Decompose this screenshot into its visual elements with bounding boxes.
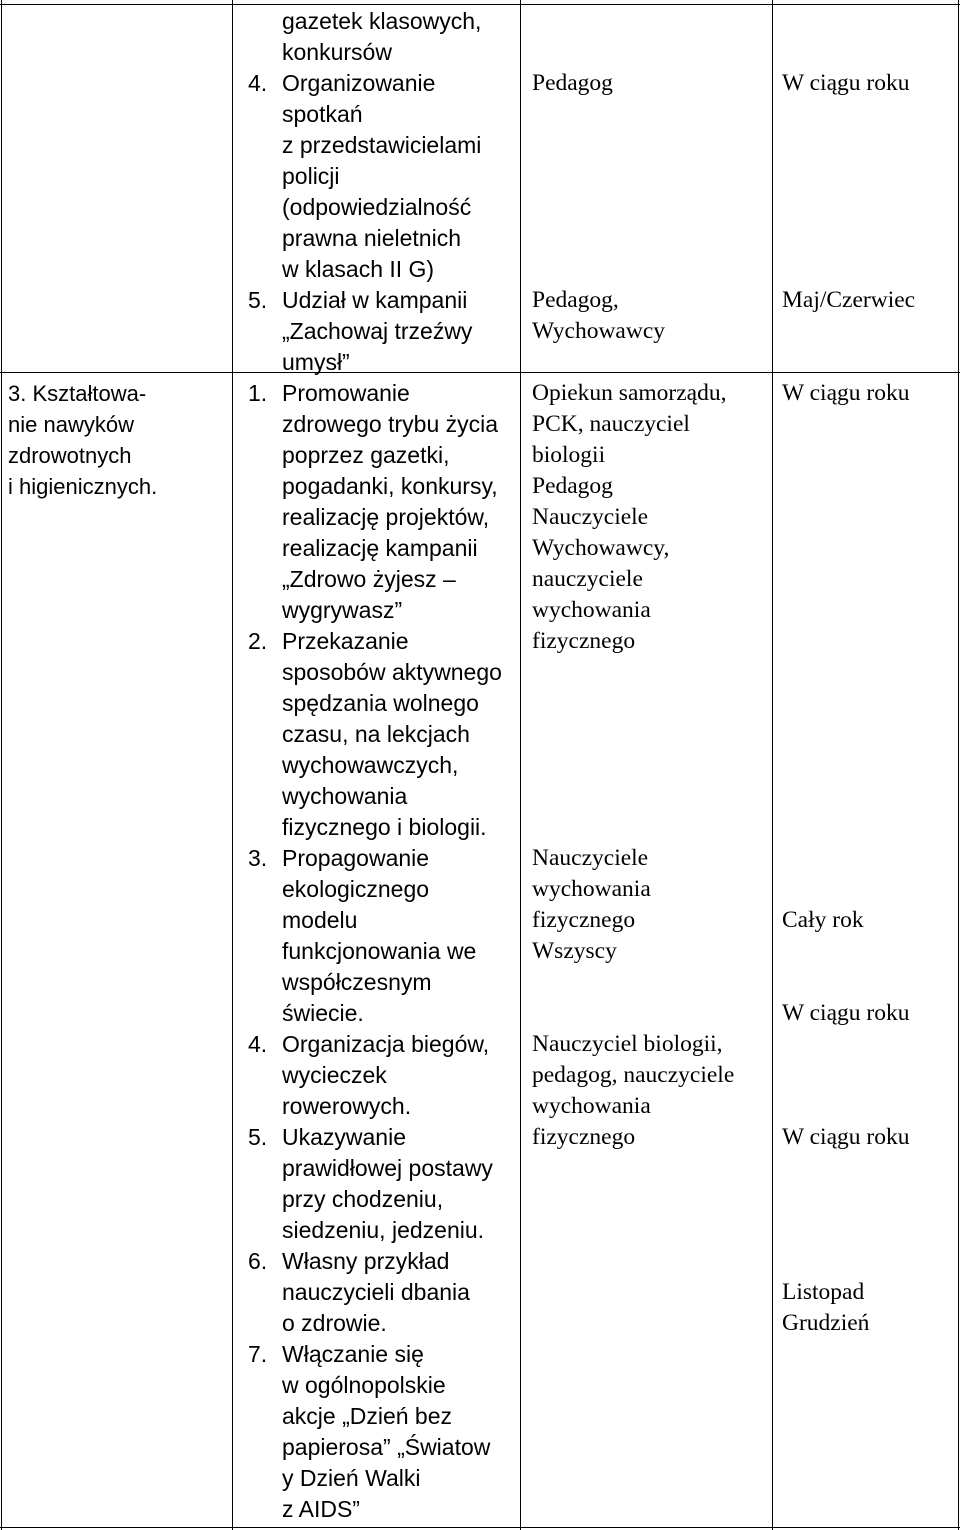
task-line: poprzez gazetki,: [282, 442, 450, 468]
task-line: Własny przykład: [282, 1248, 450, 1274]
task-item: [248, 1339, 502, 1370]
task-line: spędzania wolnego: [282, 690, 479, 716]
responsible-line: wychowania: [532, 876, 651, 902]
task-line: o zdrowie.: [282, 1310, 387, 1336]
task-number: 5.: [248, 287, 268, 313]
responsible-line: wychowania: [532, 597, 651, 623]
task-line: rowerowych.: [282, 1093, 412, 1119]
responsible-line: Wychowawcy,: [532, 535, 670, 561]
task-line: zdrowego trybu życia: [282, 411, 499, 437]
task-number: 3.: [248, 845, 268, 871]
task-line: świecie.: [282, 1000, 364, 1026]
task-number: 5.: [248, 1124, 268, 1150]
task-line: akcje „Dzień bez: [282, 1403, 453, 1429]
task-line: wychowawczych,: [282, 752, 459, 778]
task-line: w ogólnopolskie: [282, 1372, 446, 1398]
term-text: W ciągu roku: [782, 380, 910, 406]
responsible-cell: [532, 378, 726, 657]
task-item: [248, 285, 481, 316]
term-text: Cały rok: [782, 907, 864, 933]
table-border-bottom: [0, 1527, 960, 1528]
task-item: [248, 1122, 502, 1153]
responsible-line: biologii: [532, 442, 606, 468]
task-line: z przedstawicielami: [282, 132, 482, 158]
task-line: konkursów: [282, 39, 392, 65]
column-divider: [772, 0, 773, 1530]
task-line: Udział w kampanii: [282, 287, 468, 313]
task-line: spotkań: [282, 101, 363, 127]
task-line: wycieczek: [282, 1062, 387, 1088]
area-line: zdrowotnych: [8, 443, 132, 468]
area-cell: [8, 378, 157, 502]
task-line: realizację kampanii: [282, 535, 478, 561]
table-border-left: [1, 0, 2, 1530]
task-line: umysł”: [282, 349, 350, 375]
task-line: gazetek klasowych,: [282, 8, 482, 34]
task-number: 4.: [248, 70, 268, 96]
task-line: wychowania: [282, 783, 408, 809]
tasks-cell-main: [248, 378, 502, 1525]
responsible-cell: [532, 1029, 734, 1153]
term-text: Maj/Czerwiec: [782, 287, 916, 313]
task-line: prawna nieletnich: [282, 225, 462, 251]
responsible-line: wychowania: [532, 1093, 651, 1119]
task-line: (odpowiedzialność: [282, 194, 472, 220]
responsible-line: pedagog, nauczyciele: [532, 1062, 735, 1088]
task-line: Ukazywanie: [282, 1124, 406, 1150]
task-item: [248, 1246, 502, 1277]
responsible-line: fizycznego: [532, 1124, 636, 1150]
task-number: 7.: [248, 1341, 268, 1367]
column-divider: [520, 0, 521, 1530]
task-line: nauczycieli dbania: [282, 1279, 470, 1305]
task-line: y Dzień Walki: [282, 1465, 421, 1491]
task-line: Włączanie się: [282, 1341, 424, 1367]
task-line: papierosa” „Światow: [282, 1434, 491, 1460]
responsible-line: Nauczyciele: [532, 504, 649, 530]
task-line: prawidłowej postawy: [282, 1155, 493, 1181]
column-divider: [232, 0, 233, 1530]
responsible-line: Nauczyciele: [532, 845, 649, 871]
term-line: Listopad: [782, 1279, 865, 1305]
area-line: i higienicznych.: [8, 474, 158, 499]
task-line: sposobów aktywnego: [282, 659, 502, 685]
term-text: W ciągu roku: [782, 1000, 910, 1026]
task-number: 1.: [248, 380, 268, 406]
tasks-cell-top: [248, 6, 481, 378]
task-line: z AIDS”: [282, 1496, 360, 1522]
term-cell: [782, 1277, 869, 1339]
task-line: Propagowanie: [282, 845, 430, 871]
term-text: W ciągu roku: [782, 70, 910, 96]
term-line: Grudzień: [782, 1310, 870, 1336]
task-item: [248, 1029, 502, 1060]
task-item: [248, 68, 481, 99]
task-line: Przekazanie: [282, 628, 409, 654]
task-line: realizację projektów,: [282, 504, 490, 530]
task-line: siedzeniu, jedzeniu.: [282, 1217, 485, 1243]
area-line: 3. Kształtowa-: [8, 381, 147, 406]
table-border-right: [958, 0, 959, 1530]
responsible-line: Pedagog: [532, 473, 613, 499]
responsible-line: fizycznego: [532, 628, 636, 654]
task-line: czasu, na lekcjach: [282, 721, 470, 747]
task-line: „Zachowaj trzeźwy: [282, 318, 473, 344]
task-line: pogadanki, konkursy,: [282, 473, 498, 499]
responsible-line: Wszyscy: [532, 938, 617, 964]
task-line: Promowanie: [282, 380, 410, 406]
responsible-line: Nauczyciel biologii,: [532, 1031, 723, 1057]
task-line: policji: [282, 163, 340, 189]
task-line: w klasach II G): [282, 256, 435, 282]
task-line: modelu: [282, 907, 358, 933]
task-number: 2.: [248, 628, 268, 654]
task-line: funkcjonowania we: [282, 938, 477, 964]
term-text: W ciągu roku: [782, 1124, 910, 1150]
task-line: fizycznego i biologii.: [282, 814, 487, 840]
task-line: współczesnym: [282, 969, 432, 995]
task-line: przy chodzeniu,: [282, 1186, 444, 1212]
area-line: nie nawyków: [8, 412, 134, 437]
responsible-cell: [532, 285, 665, 347]
responsible-line: Opiekun samorządu,: [532, 380, 727, 406]
responsible-line: PCK, nauczyciel: [532, 411, 690, 437]
task-number: 6.: [248, 1248, 268, 1274]
task-line: Organizacja biegów,: [282, 1031, 490, 1057]
responsible-line: nauczyciele: [532, 566, 643, 592]
task-item: [248, 378, 502, 409]
task-line: wygrywasz”: [282, 597, 403, 623]
responsible-line: Pedagog,: [532, 287, 619, 313]
task-item: [248, 626, 502, 657]
responsible-line: Pedagog: [532, 70, 613, 96]
task-line: Organizowanie: [282, 70, 436, 96]
responsible-cell: [532, 68, 613, 99]
responsible-line: Wychowawcy: [532, 318, 666, 344]
responsible-line: fizycznego: [532, 907, 636, 933]
task-line: „Zdrowo żyjesz –: [282, 566, 456, 592]
task-line: ekologicznego: [282, 876, 430, 902]
task-item: [248, 843, 502, 874]
table-border-top: [0, 4, 960, 5]
responsible-cell: [532, 843, 651, 967]
task-number: 4.: [248, 1031, 268, 1057]
